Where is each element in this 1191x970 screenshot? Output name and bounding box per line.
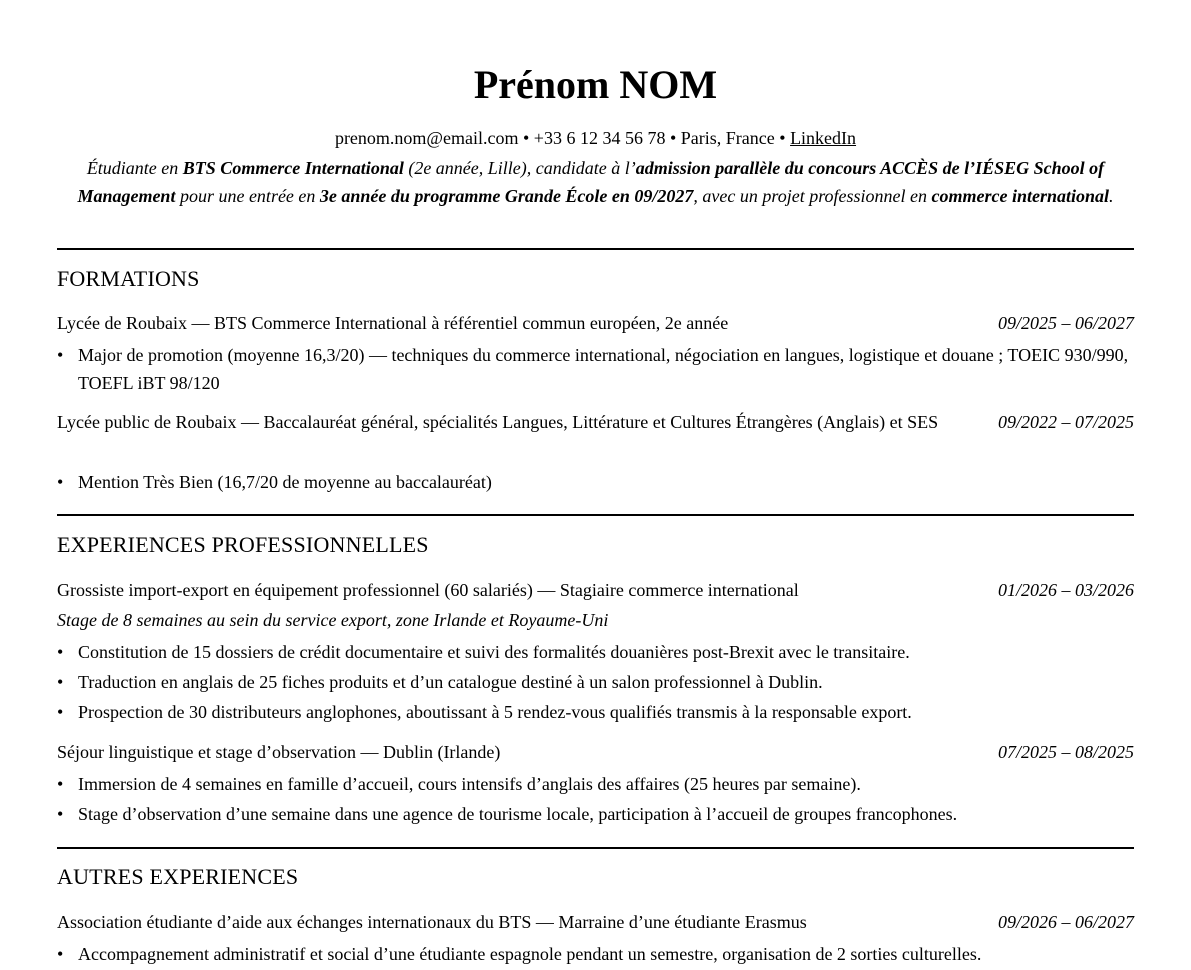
experience-entry-header xyxy=(57,576,1134,604)
summary-emphasis: BTS Commerce International xyxy=(182,158,404,178)
summary-emphasis: 3e année du programme Grande École en 09/2027 xyxy=(319,186,694,206)
education-dates: 09/2022 – 07/2025 xyxy=(997,412,1134,432)
education-org: Lycée de Roubaix — BTS Commerce International à référentiel commun européen, 2e année xyxy=(57,313,729,333)
profile-summary xyxy=(57,154,1134,210)
section-title-experiences: EXPERIENCES PROFESSIONNELLES xyxy=(57,532,429,557)
section-divider xyxy=(57,847,1134,849)
summary-text: (2e année, Lille), candidate à l’ xyxy=(403,158,636,178)
list-item: • Immersion de 4 semaines en famille d’accueil, cours intensifs d’anglais des affaires (25 heures par semaine). xyxy=(57,770,1134,798)
experience-dates: 07/2025 – 08/2025 xyxy=(997,742,1134,762)
location-text: Paris, France xyxy=(680,128,775,148)
candidate-name: Prénom NOM xyxy=(473,62,718,107)
education-org: Lycée public de Roubaix — Baccalauréat général, spécialités Langues, Littérature et Cultures Étrangères (Anglais) et SES xyxy=(57,412,939,432)
other-entry-header xyxy=(57,908,1134,936)
list-item: • Mention Très Bien (16,7/20 de moyenne au baccalauréat) xyxy=(57,468,1134,496)
education-bullets xyxy=(57,341,1134,399)
email-text: prenom.nom@email.com xyxy=(334,128,519,148)
separator: • xyxy=(665,128,681,148)
summary-emphasis: admission parallèle du concours ACCÈS de l’IÉSEG School of Management xyxy=(77,158,1105,206)
other-dates: 09/2026 – 06/2027 xyxy=(997,912,1134,932)
experience-org: Séjour linguistique et stage d’observation — Dublin (Irlande) xyxy=(57,742,501,762)
list-item: • Constitution de 15 dossiers de crédit documentaire et suivi des formalités douanières post-Brexit avec le transitaire. xyxy=(57,638,1134,666)
education-entry-header xyxy=(57,408,1134,436)
list-item: • Accompagnement administratif et social d’une étudiante espagnole pendant un semestre, organisation de 2 sorties culturelles. xyxy=(57,940,1134,968)
summary-emphasis: commerce international xyxy=(931,186,1110,206)
experience-dates: 01/2026 – 03/2026 xyxy=(997,580,1134,600)
section-divider xyxy=(57,248,1134,250)
other-org: Association étudiante d’aide aux échanges internationaux du BTS — Marraine d’une étudiante Erasmus xyxy=(57,912,807,932)
education-bullets xyxy=(57,468,1134,498)
experience-bullets xyxy=(57,638,1134,728)
list-item: • Stage d’observation d’une semaine dans une agence de tourisme locale, participation à l’accueil de groupes francophones. xyxy=(57,800,1134,828)
experience-subtitle: Stage de 8 semaines au sein du service export, zone Irlande et Royaume-Uni xyxy=(57,610,609,630)
experience-org: Grossiste import-export en équipement professionnel (60 salariés) — Stagiaire commerce international xyxy=(57,580,799,600)
education-dates: 09/2025 – 06/2027 xyxy=(997,313,1134,333)
list-item: • Major de promotion (moyenne 16,3/20) — techniques du commerce international, négociation en langues, logistique et douane ; TOEIC 930/990, TOEFL iBT 98/120 xyxy=(57,341,1134,397)
section-divider xyxy=(57,514,1134,516)
contact-line xyxy=(57,126,1134,150)
other-bullets xyxy=(57,940,1134,970)
separator: • xyxy=(774,128,791,148)
list-item: • Traduction en anglais de 25 fiches produits et d’un catalogue destiné à un salon professionnel à Dublin. xyxy=(57,668,1134,696)
list-item: • Prospection de 30 distributeurs anglophones, aboutissant à 5 rendez-vous qualifiés transmis à la responsable export. xyxy=(57,698,1134,726)
summary-text: . xyxy=(1109,186,1114,206)
linkedin-link[interactable]: LinkedIn xyxy=(790,128,857,148)
summary-text: Étudiante en xyxy=(86,158,183,178)
summary-text: , avec un projet professionnel en xyxy=(693,186,932,206)
section-title-formations: FORMATIONS xyxy=(57,266,200,291)
summary-text: pour une entrée en xyxy=(175,186,320,206)
section-title-autres: AUTRES EXPERIENCES xyxy=(57,864,299,889)
education-entry-header xyxy=(57,309,1134,337)
phone-text: +33 6 12 34 56 78 xyxy=(533,128,666,148)
experience-bullets xyxy=(57,770,1134,830)
separator: • xyxy=(518,128,534,148)
experience-entry-header xyxy=(57,738,1134,766)
